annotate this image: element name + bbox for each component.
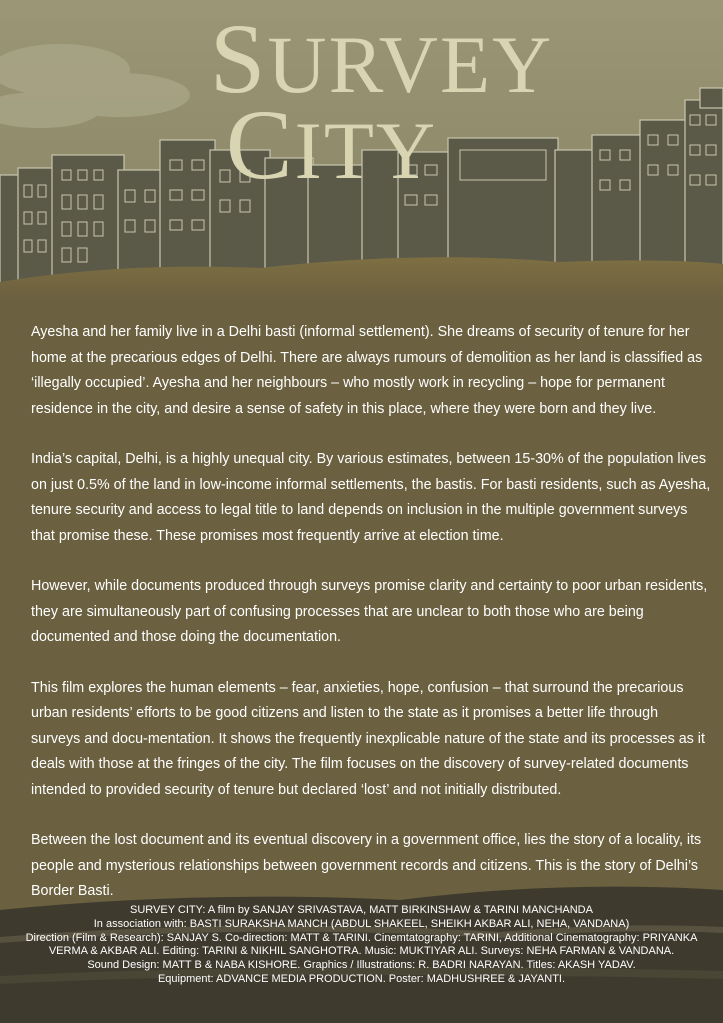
title-line-1: SURVEY — [209, 3, 554, 114]
synopsis-paragraph-2: India’s capital, Delhi, is a highly unequal city. By various estimates, between 15-30% of the population lives on just 0.5% of the land in low-income informal settlements, the bastis. For basti residents, such as Ayesha, tenure security and access to legal title to land depends on inclusion in the multiple government surveys that promise these. These promises most frequently arrive at election time. — [31, 451, 711, 544]
credits-line-6: Equipment: ADVANCE MEDIA PRODUCTION. Poster: MADHUSHREE & JAYANTI. — [157, 972, 566, 985]
credits-line-2: In association with: BASTI SURAKSHA MANCH (ABDUL SHAKEEL, SHEIKH AKBAR ALI, NEHA, VANDANA) — [93, 917, 630, 930]
credits-line-5: Sound Design: MATT B & NABA KISHORE. Graphics / Illustrations: R. BADRI NARAYAN. Titles: AKASH YADAV. — [87, 959, 636, 972]
credits-line-1: SURVEY CITY: A film by SANJAY SRIVASTAVA, MATT BIRKINSHAW & TARINI MANCHANDA — [130, 904, 593, 916]
synopsis-paragraph-4: This film explores the human elements – fear, anxieties, hope, confusion – that surround the precarious urban residents’ efforts to be good citizens and listen to the state as it promises a better life through surveys and docu-mentation. It shows the frequently inexplicable nature of the state and its processes as it deals with those at the fringes of the city. The film focuses on the discovery of survey-related documents intended to provided security of tenure but declared ‘lost’ and not initially distributed. — [31, 679, 705, 798]
credits-line-3: Direction (Film & Research): SANJAY S. Co-direction: MATT & TARINI. Cinemtatography: TARINI, Additional Cinematography: PRIYANKA — [25, 931, 698, 944]
synopsis-text — [31, 320, 711, 930]
title-line-2: CITY — [225, 89, 438, 200]
credits-line-4: VERMA & AKBAR ALI. Editing: TARINI & NIKHIL SANGHOTRA. Music: MUKTIYAR ALI. Surveys: NEHA FARMAN & VANDANA. — [48, 945, 675, 958]
synopsis-paragraph-1: Ayesha and her family live in a Delhi basti (informal settlement). She dreams of security of tenure for her home at the precarious edges of Delhi. There are always rumours of demolition as her land is classified as ‘illegally occupied’. Ayesha and her neighbours – who mostly work in recycling – hope for permanent residence in the city, and desire a sense of safety in this place, where they were born and they live. — [31, 324, 703, 417]
synopsis-paragraph-3: However, while documents produced through surveys promise clarity and certainty to poor urban residents, they are simultaneously part of confusing processes that are unclear to both those who are being documented and those doing the documentation. — [31, 578, 708, 645]
film-credits — [0, 904, 723, 987]
synopsis-paragraph-5: Between the lost document and its eventual discovery in a government office, lies the story of a locality, its people and mysterious relationships between government records and citizens. This is the story of Delhi’s Border Basti. — [31, 832, 702, 899]
